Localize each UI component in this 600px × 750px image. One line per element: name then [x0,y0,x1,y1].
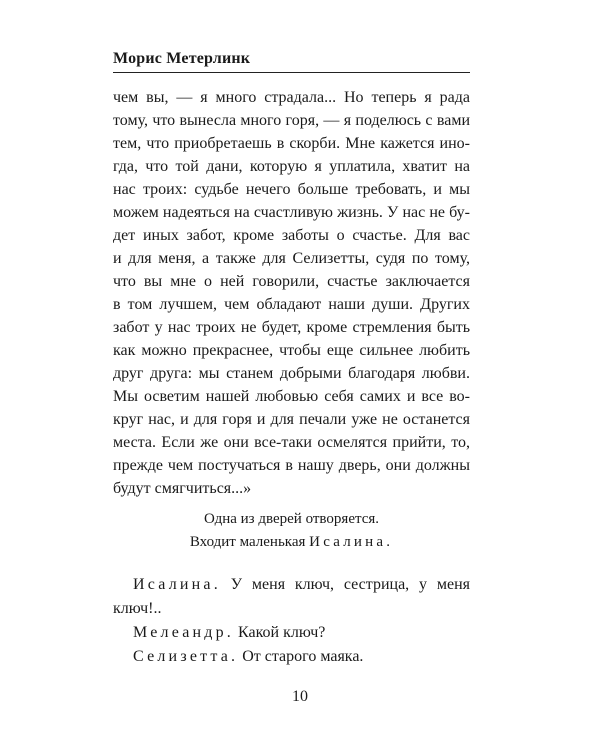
text-line: как можно прекраснее, чтобы еще сильнее любить [113,342,470,359]
speech-text: Какой ключ? [234,624,326,641]
speech-text: От старого маяка. [238,648,364,665]
character-name: Исалина. [309,534,394,550]
text-line: забот у нас троих не будет, кроме стремления быть [113,319,470,336]
text-line: места. Если же они все-таки осмелятся прийти, то, [113,434,470,451]
stage-direction-line: Одна из дверей отворяется. [203,511,380,527]
text-line: Мы осветим нашей любовью себя самих и все во- [113,388,470,405]
text-line: чем вы, — я много страдала... Но теперь я рада [113,89,470,106]
text-line: будут смягчиться...» [113,480,252,497]
text-line: можем надеяться на счастливую жизнь. У нас не бу- [113,204,470,221]
stage-direction-line [113,531,470,554]
stage-direction-prefix: Входит маленькая [189,534,310,550]
stage-direction [113,508,470,554]
dialogue-block [113,573,470,669]
dialogue-line [113,645,470,669]
speaker-name: Селизетта. [133,648,239,665]
dialogue-line [113,621,470,645]
speech-text: У меня ключ, сестрица, у меня [220,576,470,593]
text-line: друг друга: мы станем добрыми благодаря любви. [113,365,470,382]
text-line: дет иных забот, кроме заботы о счастье. Для вас [113,227,470,244]
text-line: тому, что вынесла много горя, — я поделюсь с вами [113,112,470,129]
dialogue-continuation: ключ!.. [113,600,162,617]
text-line: и для меня, а также для Селизетты, судя по тому, [113,250,470,267]
text-line: гда, что той дани, которую я уплатила, хватит на [113,158,470,175]
page-number: 10 [292,688,308,705]
text-line: прежде чем постучаться в нашу дверь, они должны [113,457,470,474]
text-line: что вы мне о ней говорили, счастье заключается [113,273,470,290]
speaker-name: Мелеандр. [133,624,235,641]
text-line: нас троих: судьбе нечего больше требовать, и мы [113,181,470,198]
running-head-author: Морис Метерлинк [113,50,251,67]
text-line: тем, что приобретаешь в скорби. Мне кажется ино- [113,135,470,152]
dialogue-line [113,573,470,597]
header-rule [113,72,470,73]
text-line: в том лучшем, чем обладают наши души. Других [113,296,470,313]
main-paragraph [113,86,470,500]
text-line: круг нас, и для горя и для печали уже не останется [113,411,470,428]
speaker-name: Исалина. [133,576,221,593]
